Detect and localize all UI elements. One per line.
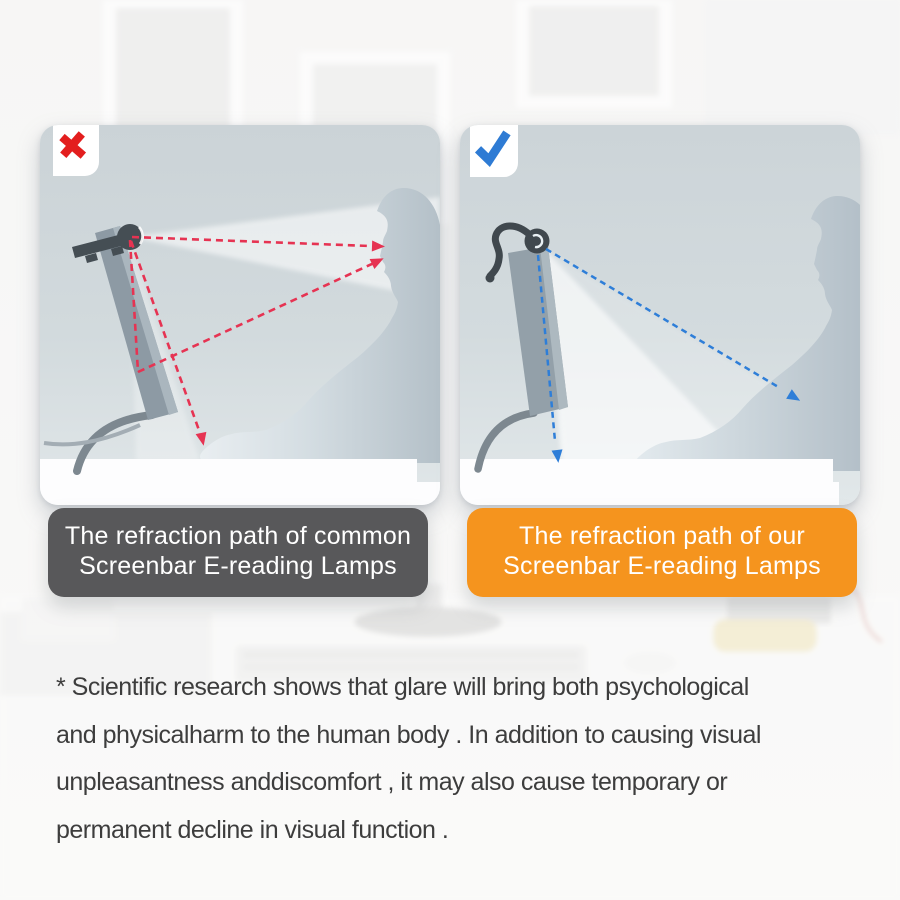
x-mark-icon [53, 125, 93, 165]
caption-line: Screenbar E-reading Lamps [503, 552, 821, 580]
footnote-line: and physicalharm to the human body . In addition to causing visual [56, 720, 761, 749]
caption-line: The refraction path of common [64, 522, 412, 550]
check-mark-icon [470, 125, 512, 167]
desk [460, 459, 839, 505]
illustration-common-lamp-glare [40, 125, 440, 505]
check-badge [470, 125, 518, 177]
footnote [56, 664, 868, 854]
footnote-line: permanent decline in visual function . [56, 815, 449, 844]
caption-common-lamp [48, 508, 428, 597]
x-badge [53, 125, 99, 176]
desk [40, 459, 440, 505]
caption-line: The refraction path of our [519, 522, 805, 550]
caption-line: Screenbar E-reading Lamps [79, 552, 397, 580]
illustration-our-lamp [460, 125, 860, 505]
footnote-line: * Scientific research shows that glare will bring both psychological [56, 673, 749, 701]
caption-our-lamp [467, 508, 857, 597]
panel-our-lamp [460, 125, 860, 505]
panel-common-lamp [40, 125, 440, 505]
footnote-line: unpleasantness anddiscomfort , it may also cause temporary or [56, 768, 728, 796]
